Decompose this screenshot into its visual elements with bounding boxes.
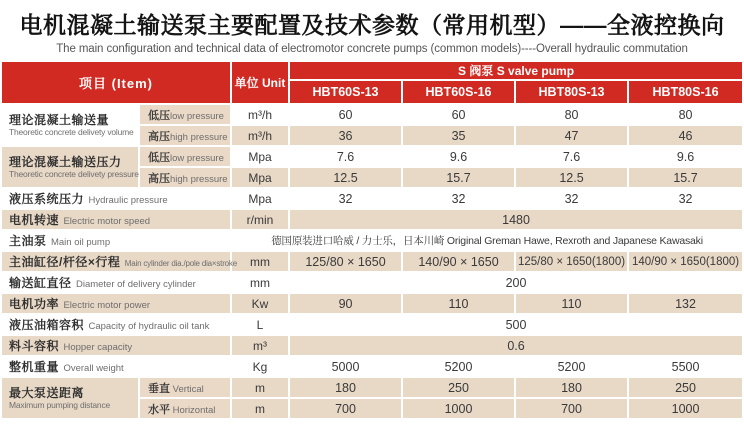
label-volume-en: Theoretic concrete delivety volume (9, 126, 134, 137)
sublabel-horizontal: 水平 Horizontal (140, 399, 230, 418)
label-pumping-distance (2, 378, 138, 418)
value-cell: 7.6 (336, 149, 355, 164)
value-cell: 35 (403, 126, 514, 145)
unit-cell: Mpa (248, 191, 272, 206)
sublabel-low-pressure: 低压low pressure (140, 147, 230, 166)
label-weight: 整机重量 Overall weight (9, 359, 124, 374)
unit-cell: r/min (232, 210, 288, 229)
value-cell: 32 (338, 191, 353, 206)
row-motor-speed (2, 210, 742, 229)
value-cell: 9.6 (449, 149, 468, 164)
value-cell: 125/80 × 1650(1800) (516, 252, 627, 271)
header-model-hbt80s-13: HBT80S-13 (516, 81, 627, 103)
unit-cell: mm (250, 275, 271, 290)
label-pressure-en: Theoretic concrete delivety pressure (9, 168, 139, 179)
value-cell: 47 (516, 126, 627, 145)
value-cell-merged: 1480 (290, 210, 742, 229)
value-cell: 5200 (444, 359, 473, 374)
label-pressure (2, 147, 138, 187)
label-motor-speed: 电机转速 Electric motor speed (2, 210, 230, 229)
value-cell: 15.7 (403, 168, 514, 187)
value-cell: 5200 (557, 359, 586, 374)
value-cell: 5500 (671, 359, 700, 374)
value-cell: 250 (403, 378, 514, 397)
row-pressure-low (2, 147, 742, 166)
header-model-hbt60s-13: HBT60S-13 (290, 81, 401, 103)
value-cell: 60 (451, 107, 466, 122)
value-cell: 12.5 (516, 168, 627, 187)
value-cell-merged: 0.6 (290, 336, 742, 355)
label-oil-tank: 液压油箱容积 Capacity of hydraulic oil tank (9, 317, 210, 332)
row-hydraulic-pressure (2, 189, 742, 208)
label-volume-zh: 理论混凝土输送量 (9, 112, 110, 127)
header-s-valve-pump: S 阀泵 S valve pump (290, 62, 742, 79)
unit-cell: Kw (232, 294, 288, 313)
header-row-top (2, 62, 742, 79)
sublabel-vertical: 垂直 Vertical (140, 378, 230, 397)
header-unit: 单位 Unit (232, 62, 288, 103)
label-pressure-zh: 理论混凝土输送压力 (9, 154, 122, 169)
value-cell: 15.7 (629, 168, 742, 187)
value-cell: 1000 (629, 399, 742, 418)
unit-cell: m (232, 399, 288, 418)
value-cell: 36 (290, 126, 401, 145)
header-model-hbt80s-16: HBT80S-16 (629, 81, 742, 103)
label-distance-en: Maximum pumping distance (9, 399, 111, 410)
value-cell: 180 (290, 378, 401, 397)
value-cell: 5000 (331, 359, 360, 374)
sublabel-high-pressure: 高压high pressure (140, 168, 230, 187)
value-cell: 90 (290, 294, 401, 313)
page-subtitle: The main configuration and technical data of electromotor concrete pumps (common models)----Overall hydraulic commutation (56, 43, 688, 55)
row-hopper (2, 336, 742, 355)
label-oil-pump: 主油泵 Main oil pump (9, 233, 111, 248)
value-cell: 9.6 (676, 149, 695, 164)
value-cell: 110 (403, 294, 514, 313)
value-cell: 180 (516, 378, 627, 397)
value-cell: 46 (629, 126, 742, 145)
value-cell: 80 (564, 107, 579, 122)
unit-cell: m (232, 378, 288, 397)
value-cell: 140/90 × 1650 (403, 252, 514, 271)
page-title: 电机混凝土输送泵主要配置及技术参数（常用机型）——全液控换向 (19, 12, 725, 38)
unit-cell: m³ (232, 336, 288, 355)
value-cell: 80 (678, 107, 693, 122)
row-weight (2, 357, 742, 376)
value-cell: 250 (629, 378, 742, 397)
value-cell-merged: 500 (505, 317, 527, 332)
unit-cell: Mpa (232, 168, 288, 187)
value-cell: 110 (516, 294, 627, 313)
value-cell-oil-pump: 德国原装进口哈威 / 力士乐，日本川崎 Original Greman Hawe, Rexroth and Japanese Kawasaki (271, 235, 703, 247)
row-oil-pump (2, 231, 742, 250)
unit-cell: m³/h (248, 107, 273, 122)
unit-cell: Kg (252, 359, 268, 374)
value-cell: 60 (338, 107, 353, 122)
row-motor-power (2, 294, 742, 313)
unit-cell: mm (232, 252, 288, 271)
unit-cell: m³/h (232, 126, 288, 145)
value-cell: 125/80 × 1650 (290, 252, 401, 271)
value-cell: 12.5 (290, 168, 401, 187)
value-cell: 32 (678, 191, 693, 206)
row-oil-tank (2, 315, 742, 334)
label-hydraulic-pressure: 液压系统压力 Hydraulic pressure (9, 191, 168, 206)
value-cell: 700 (290, 399, 401, 418)
spec-table (0, 60, 744, 420)
value-cell: 700 (516, 399, 627, 418)
value-cell: 132 (629, 294, 742, 313)
label-distance-zh: 最大泵送距离 (9, 385, 85, 400)
row-distance-vertical (2, 378, 742, 397)
header-model-hbt60s-16: HBT60S-16 (403, 81, 514, 103)
value-cell: 140/90 × 1650(1800) (629, 252, 742, 271)
row-volume-low (2, 105, 742, 124)
label-motor-power: 电机功率 Electric motor power (2, 294, 230, 313)
unit-cell: L (256, 317, 264, 332)
row-main-cylinder (2, 252, 742, 271)
header-item: 项目 (Item) (2, 62, 230, 103)
unit-cell: Mpa (248, 149, 272, 164)
label-main-cylinder: 主油缸径/杆径×行程 Main cylinder dia./pole dia×stroke (2, 252, 230, 271)
sublabel-high-pressure: 高压high pressure (140, 126, 230, 145)
value-cell: 7.6 (562, 149, 581, 164)
value-cell: 32 (451, 191, 466, 206)
label-delivery-cylinder: 输送缸直径 Diameter of delivery cylinder (9, 275, 196, 290)
value-cell-merged: 200 (505, 275, 527, 290)
value-cell: 32 (564, 191, 579, 206)
row-delivery-cylinder (2, 273, 742, 292)
label-volume (2, 105, 138, 145)
label-hopper: 料斗容积 Hopper capacity (2, 336, 230, 355)
value-cell: 1000 (403, 399, 514, 418)
sublabel-low-pressure: 低压low pressure (140, 105, 230, 124)
